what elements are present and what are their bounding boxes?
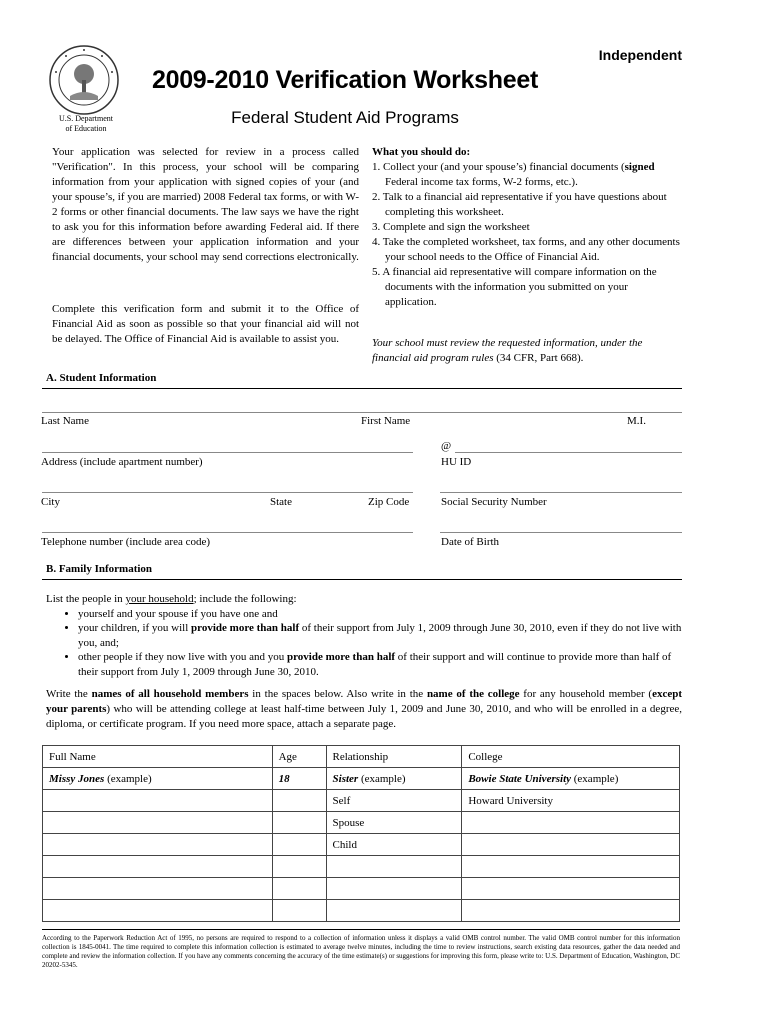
- age-cell[interactable]: [272, 790, 326, 812]
- relationship-cell[interactable]: Self: [326, 790, 462, 812]
- hu-id-label: HU ID: [441, 456, 472, 468]
- section-a-rule: [42, 388, 682, 389]
- name-cell[interactable]: [43, 812, 273, 834]
- section-a-heading: A. Student Information: [46, 372, 157, 384]
- age-cell[interactable]: [272, 878, 326, 900]
- relationship-cell[interactable]: [326, 856, 462, 878]
- department-label: [40, 114, 132, 134]
- department-of-education-seal: [48, 44, 120, 116]
- page-title: 2009-2010 Verification Worksheet: [152, 66, 538, 94]
- household-write-instructions: Write the names of all household members in the spaces below. Also write in the name of the college for any household member (except your parents) who will be attending college at least half-time between July 1, 2009 and June 30, 2010, and who will be enrolled in a degree, diploma, or certificate program. If you need more space, attach a separate page.: [46, 688, 682, 730]
- hu-id-line[interactable]: [455, 452, 682, 453]
- table-row-example: [43, 768, 680, 790]
- telephone-line[interactable]: [42, 532, 413, 533]
- todo-item-4: 4. Take the completed worksheet, tax forms, and any other documents your school needs to the Office of Financial Aid.: [372, 236, 680, 263]
- first-name-label: First Name: [361, 415, 411, 427]
- todo-item-3: 3. Complete and sign the worksheet: [372, 221, 530, 233]
- name-cell[interactable]: [43, 856, 273, 878]
- mi-label: M.I.: [627, 415, 646, 427]
- college-cell[interactable]: [462, 812, 680, 834]
- age-cell[interactable]: [272, 834, 326, 856]
- household-intro: List the people in your household; include the following:: [46, 593, 297, 605]
- zip-label: Zip Code: [368, 496, 410, 508]
- todo-item-2: 2. Talk to a financial aid representative if you have questions about completing this worksheet.: [372, 191, 667, 218]
- college-cell[interactable]: [462, 834, 680, 856]
- intro-paragraph: Your application was selected for review in a process called "Verification". In this process, your school will be comparing information from your application with signed copies of your (and your spouse’s, if you are married) 2008 Federal tax forms, or with W-2 forms or other financial documents. The law says we have the right to ask you for this information before awarding Federal aid. If there are differences between your application information and your financial documents, your school may send corrections electronically.: [52, 146, 359, 263]
- todo-item-5: 5. A financial aid representative will compare information on the documents with the information you submitted on your application.: [372, 266, 657, 308]
- dob-line[interactable]: [440, 532, 682, 533]
- city-label: City: [41, 496, 60, 508]
- address-label: Address (include apartment number): [41, 456, 203, 468]
- example-age-cell: 18: [272, 768, 326, 790]
- age-cell[interactable]: [272, 900, 326, 922]
- name-cell[interactable]: [43, 878, 273, 900]
- dob-label: Date of Birth: [441, 536, 500, 548]
- household-bullet-3: • other people if they now live with you and you provide more than half of their support and will continue to provide more than half of their support from July 1, 2009 through June 30, 2010.: [78, 650, 686, 679]
- table-row: [43, 856, 680, 878]
- section-b-rule: [42, 579, 682, 580]
- header-relationship: Relationship: [326, 746, 462, 768]
- table-row: [43, 790, 680, 812]
- household-instructions: [46, 592, 686, 679]
- dept-line1: U.S. Department: [59, 114, 113, 123]
- college-cell[interactable]: [462, 878, 680, 900]
- last-name-label: Last Name: [41, 415, 89, 427]
- table-row: [43, 812, 680, 834]
- independent-label: Independent: [598, 47, 682, 63]
- table-header-row: [43, 746, 680, 768]
- ssn-line[interactable]: [440, 492, 682, 493]
- review-notice: Your school must review the requested information, under the financial aid program rules (34 CFR, Part 668).: [372, 337, 643, 364]
- address-line[interactable]: [42, 452, 413, 453]
- at-sign: @: [441, 440, 452, 452]
- name-cell[interactable]: [43, 900, 273, 922]
- dept-line2: of Education: [65, 124, 107, 133]
- table-row: [43, 878, 680, 900]
- table-row: [43, 900, 680, 922]
- ssn-label: Social Security Number: [441, 496, 547, 508]
- city-state-zip-line[interactable]: [42, 492, 413, 493]
- section-b-heading: B. Family Information: [46, 563, 153, 575]
- instructions-paragraph: Complete this verification form and submit it to the Office of Financial Aid as soon as possible so that your financial aid will not be delayed. The Office of Financial Aid is available to assist you.: [52, 303, 359, 345]
- header-age: Age: [272, 746, 326, 768]
- college-cell[interactable]: [462, 900, 680, 922]
- example-college-cell: Bowie State University (example): [462, 768, 680, 790]
- todo-item-1: 1. Collect your (and your spouse’s) financial documents (signed Federal income tax forms, W-2 forms, etc.).: [372, 161, 655, 188]
- page-subtitle: Federal Student Aid Programs: [231, 108, 459, 127]
- table-row: [43, 834, 680, 856]
- example-relationship-cell: Sister (example): [326, 768, 462, 790]
- relationship-cell[interactable]: [326, 878, 462, 900]
- household-bullet-2: • your children, if you will provide more than half of their support from July 1, 2009 through June 30, 2010, even if they do not live with you, and;: [78, 621, 686, 650]
- college-cell[interactable]: [462, 856, 680, 878]
- household-bullet-1: • yourself and your spouse if you have one and: [78, 607, 686, 622]
- header-college: College: [462, 746, 680, 768]
- relationship-cell[interactable]: [326, 900, 462, 922]
- what-to-do-heading: What you should do:: [372, 146, 471, 158]
- telephone-label: Telephone number (include area code): [41, 536, 211, 548]
- college-cell[interactable]: Howard University: [462, 790, 680, 812]
- example-name-cell: Missy Jones (example): [43, 768, 273, 790]
- age-cell[interactable]: [272, 856, 326, 878]
- relationship-cell[interactable]: Spouse: [326, 812, 462, 834]
- name-cell[interactable]: [43, 834, 273, 856]
- paperwork-reduction-notice: According to the Paperwork Reduction Act of 1995, no persons are required to respond to a collection of information unless it displays a valid OMB control number. The valid OMB control number for this information collection is 1845-0041. The time required to complete this information collection is estimated to average twelve minutes, including the time to review instructions, search existing data resources, gather the data needed and complete and review the information collection. If you have any comments concerning the accuracy of the time estimate(s) or suggestions for improving this form, please write to: U.S. Department of Education, Washington, DC 20202-5345.: [42, 934, 680, 969]
- state-label: State: [270, 496, 292, 508]
- name-line[interactable]: [42, 412, 682, 413]
- footer-rule: [42, 929, 680, 930]
- relationship-cell[interactable]: Child: [326, 834, 462, 856]
- household-table: [42, 745, 680, 922]
- age-cell[interactable]: [272, 812, 326, 834]
- what-to-do-list: [372, 145, 682, 310]
- header-full-name: Full Name: [43, 746, 273, 768]
- name-cell[interactable]: [43, 790, 273, 812]
